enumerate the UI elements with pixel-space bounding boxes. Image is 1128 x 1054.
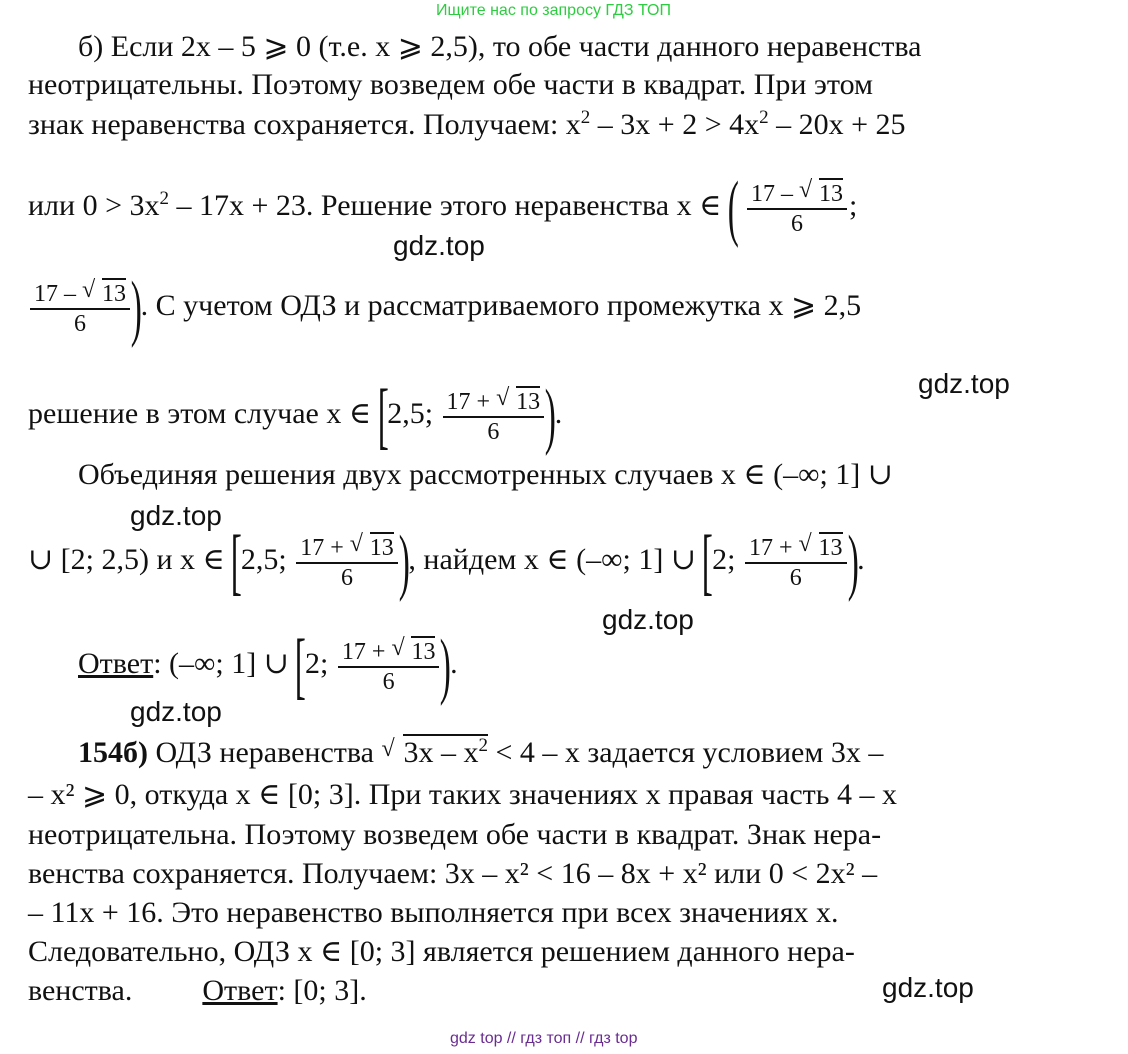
- open-bracket: [: [377, 375, 389, 457]
- fraction-plus-2: $\frac{17 + √ 13}{6}$: [296, 532, 398, 592]
- text-line-14: – 11x + 16. Это неравенство выполняется при всех значениях x.: [28, 896, 839, 929]
- footer-links[interactable]: gdz top // гдз топ // гдз top: [450, 1030, 638, 1047]
- fraction-plus-3: $\frac{17 + √ 13}{6}$: [745, 532, 847, 592]
- watermark-4: gdz.top: [602, 604, 694, 635]
- top-banner[interactable]: Ищите нас по запросу ГДЗ ТОП: [436, 2, 671, 19]
- open-bracket: [: [702, 521, 714, 603]
- open-bracket: [: [230, 521, 243, 603]
- text-line-15: Следовательно, ОДЗ x ∈ [0; 3] является решением данного нера-: [28, 935, 855, 968]
- text-line-1: б) Если 2x – 5 ⩾ 0 (т.е. x ⩾ 2,5), то обе части данного неравенства: [78, 30, 922, 63]
- text-line-13: венства сохраняется. Получаем: 3x – x² < 16 – 8x + x² или 0 < 2x² –: [28, 857, 878, 890]
- close-paren: ): [130, 267, 142, 349]
- text-line-11: – x² ⩾ 0, откуда x ∈ [0; 3]. При таких значениях x правая часть 4 – x: [28, 778, 897, 811]
- text-line-12: неотрицательна. Поэтому возведем обе части в квадрат. Знак нера-: [28, 818, 882, 851]
- text-line-16: венства. Ответ: [0; 3].: [28, 974, 367, 1007]
- watermark-2: gdz.top: [918, 368, 1010, 399]
- text-line-2: неотрицательны. Поэтому возведем обе части в квадрат. При этом: [28, 68, 873, 101]
- fraction-minus: $\frac{17 - √ 13}{6}$: [747, 178, 847, 238]
- close-paren: ): [440, 625, 452, 707]
- close-paren: ): [398, 521, 410, 603]
- open-bracket: [: [295, 625, 307, 707]
- watermark-6: gdz.top: [882, 972, 974, 1003]
- text-line-3: знак неравенства сохраняется. Получаем: $x^2 - 3x + 2 > 4x^2 - 20x + 25$: [28, 107, 906, 141]
- text-line-5: $\frac{17 - √ 13}{6}$ ). С учетом ОДЗ и рассматриваемого промежутка x ⩾ 2,5: [28, 268, 861, 348]
- watermark-5: gdz.top: [130, 696, 222, 727]
- answer-label: Ответ: [78, 646, 154, 680]
- watermark-1: gdz.top: [393, 230, 485, 261]
- text-line-6: решение в этом случае x ∈ [2,5; $\frac{17 + √ 13}{6}$ ).: [28, 376, 562, 456]
- problem-number: 154б): [78, 736, 148, 769]
- text-line-8: ∪ [2; 2,5) и x ∈ [2,5; $\frac{17 + √ 13}{6}$ ), найдем x ∈ (–∞; 1] ∪ [2; $\frac{17 + √ 13}{6}$ ).: [28, 522, 865, 602]
- fraction-plus: $\frac{17 + √ 13}{6}$: [443, 386, 545, 446]
- fraction-plus-4: $\frac{17 + √ 13}{6}$: [338, 636, 440, 696]
- watermark-3: gdz.top: [130, 500, 222, 531]
- fraction-minus-2: $\frac{17 - √ 13}{6}$: [30, 278, 130, 338]
- text-line-7: Объединяя решения двух рассмотренных случаев x ∈ (–∞; 1] ∪: [78, 458, 893, 491]
- text-line-4: или $0 > 3x^2 - 17x + 23$. Решение этого неравенства x ∈ ( $\frac{17 - √ 13}{6}$ ;: [28, 168, 857, 248]
- open-paren: (: [727, 167, 739, 249]
- close-paren: ): [544, 375, 556, 457]
- answer-line-1: Ответ: (–∞; 1] ∪ [2; $\frac{17 + √ 13}{6}$ ).: [78, 626, 458, 706]
- text-line-10: 154б) ОДЗ неравенства √ $3x - x^2 < 4 - x$ задается условием 3x –: [78, 734, 883, 770]
- answer-label-2: Ответ: [202, 974, 278, 1007]
- close-paren: ): [847, 521, 859, 603]
